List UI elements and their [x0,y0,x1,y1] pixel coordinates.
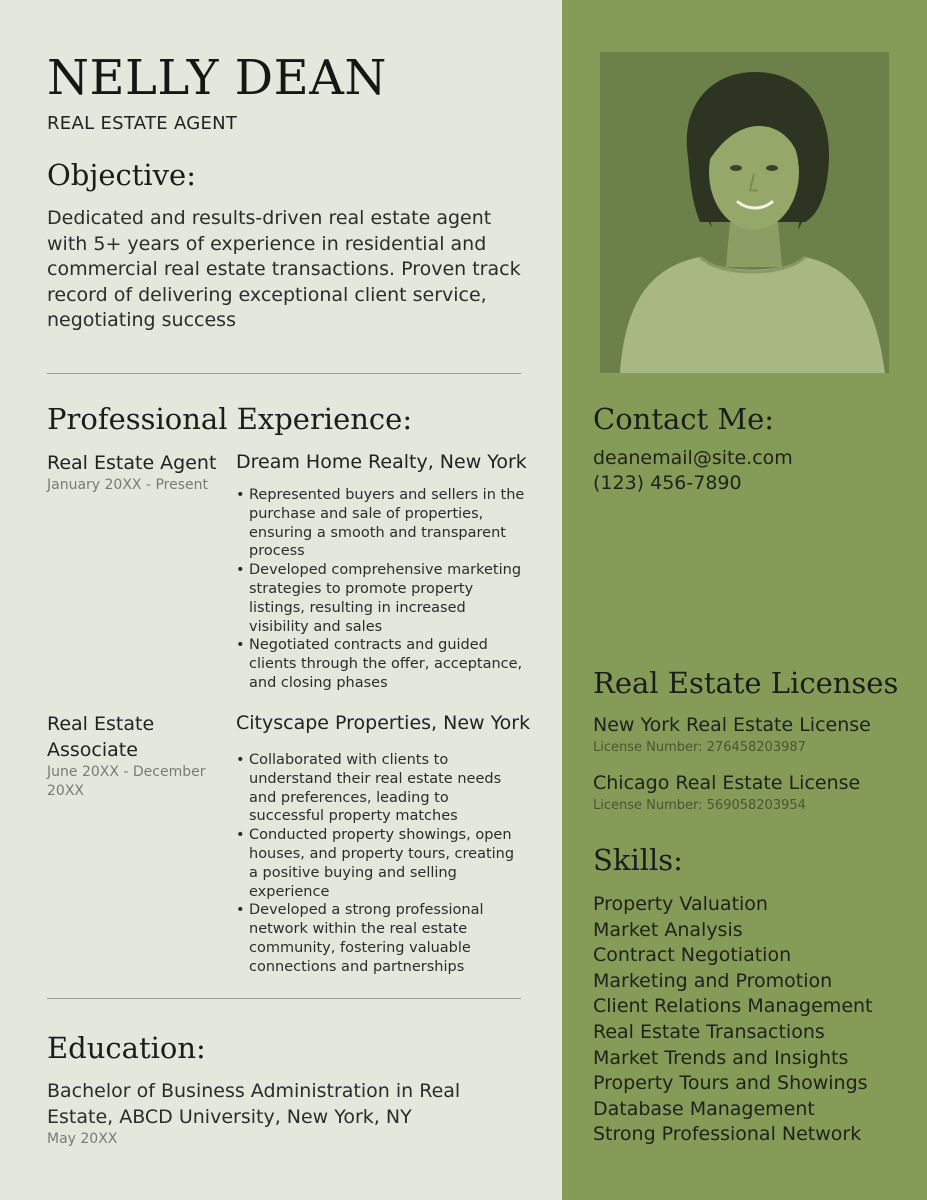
license-number: License Number: 276458203987 [593,740,806,755]
contact-email[interactable]: deanemail@site.com [593,447,793,469]
divider [47,373,521,374]
contact-phone[interactable]: (123) 456-7890 [593,472,742,494]
skills-list [593,892,873,1148]
job-dates: June 20XX - December 20XX [47,764,206,799]
job-bullet: • Negotiated contracts and guided clients through the offer, acceptance, and closing phases [236,636,526,692]
skill-item: Market Analysis [593,918,743,941]
divider [47,998,521,999]
portrait-illustration [600,52,889,373]
job-dates: January 20XX - Present [47,477,208,493]
license-name: New York Real Estate License [593,714,871,736]
job-company: Cityscape Properties, New York [236,712,531,734]
job-bullet: • Developed a strong professional network within the real estate community, fostering valuable connections and partnerships [236,901,526,976]
skill-item: Real Estate Transactions [593,1020,825,1043]
skills-heading: Skills: [593,843,683,877]
job-title: Real Estate Agent [47,452,217,474]
license-name: Chicago Real Estate License [593,772,861,794]
license-number: License Number: 569058203954 [593,798,806,813]
education-heading: Education: [47,1031,206,1065]
skill-item: Marketing and Promotion [593,969,833,992]
skill-item: Property Tours and Showings [593,1072,868,1095]
objective-text: Dedicated and results-driven real estate agent with 5+ years of experience in residential and commercial real estate transactions. Proven track record of delivering exceptional client service, negotiating success [47,207,521,332]
skill-item: Client Relations Management [593,995,873,1018]
job-bullet-list [236,751,526,977]
job-company: Dream Home Realty, New York [236,451,527,473]
job-bullet-list [236,486,526,693]
skill-item: Contract Negotiation [593,944,792,967]
profile-photo [600,52,889,373]
education-degree: Bachelor of Business Administration in Real Estate, ABCD University, New York, NY [47,1080,461,1128]
skill-item: Market Trends and Insights [593,1046,849,1069]
job-title: Real Estate Associate [47,713,155,761]
education-date: May 20XX [47,1131,118,1147]
skill-item: Strong Professional Network [593,1123,862,1146]
resume-role: REAL ESTATE AGENT [47,113,238,134]
contact-heading: Contact Me: [593,402,775,436]
licenses-heading: Real Estate Licenses [593,666,899,700]
experience-heading: Professional Experience: [47,402,413,436]
job-bullet: • Collaborated with clients to understand their real estate needs and preferences, leading to successful property matches [236,751,526,826]
resume-name: NELLY DEAN [47,50,387,106]
skill-item: Property Valuation [593,893,768,915]
job-bullet: • Conducted property showings, open houses, and property tours, creating a positive buying and selling experience [236,826,526,901]
job-bullet: • Represented buyers and sellers in the purchase and sale of properties, ensuring a smooth and transparent process [236,486,526,561]
job-bullet: • Developed comprehensive marketing strategies to promote property listings, resulting in increased visibility and sales [236,561,526,636]
skill-item: Database Management [593,1097,815,1120]
objective-heading: Objective: [47,158,196,192]
